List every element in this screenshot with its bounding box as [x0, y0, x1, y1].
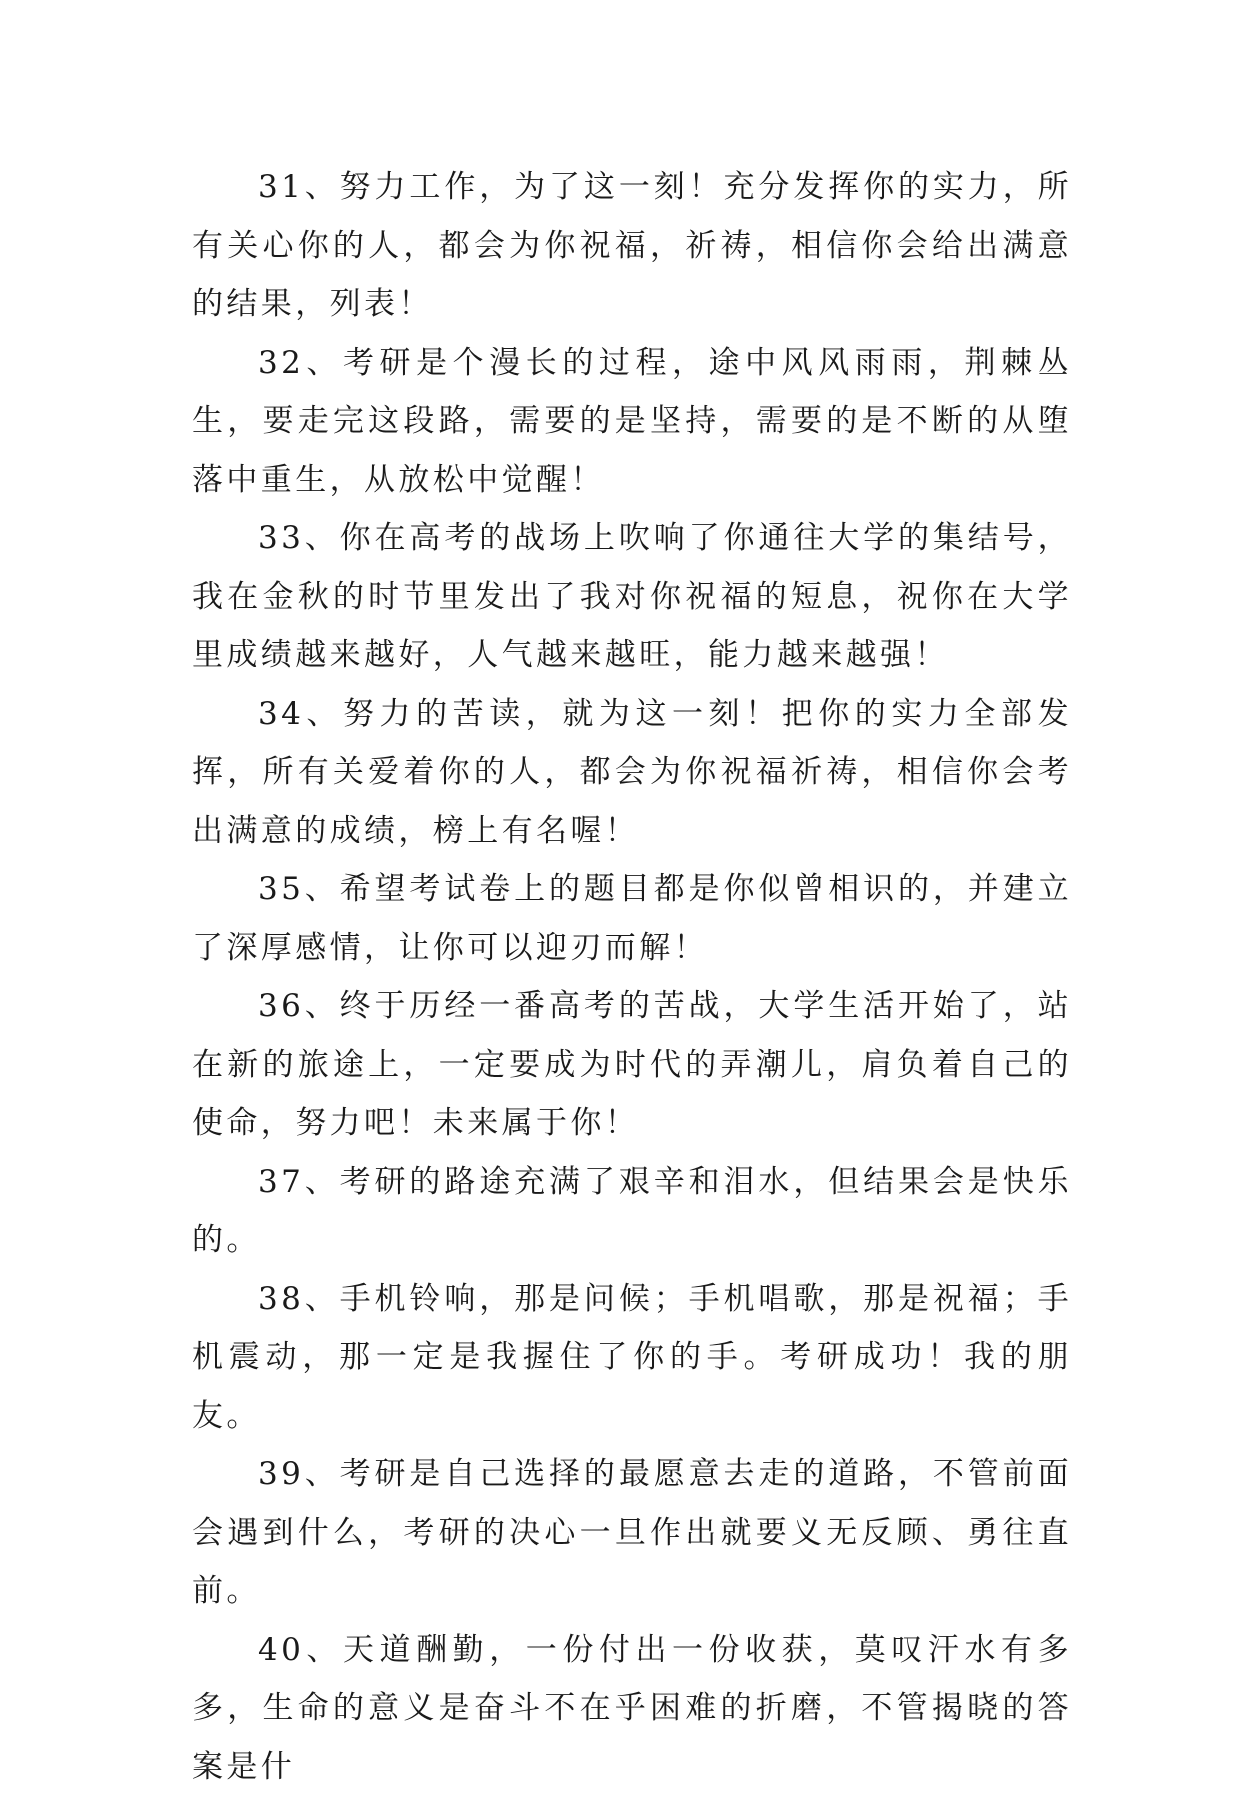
paragraph-35: 35、希望考试卷上的题目都是你似曾相识的，并建立了深厚感情，让你可以迎刃而解！ [192, 860, 1072, 977]
paragraph-36: 36、终于历经一番高考的苦战，大学生活开始了，站在新的旅途上，一定要成为时代的弄潮儿，肩负着自己的使命，努力吧！未来属于你！ [192, 977, 1072, 1153]
document-body [192, 158, 1072, 1796]
paragraph-33: 33、你在高考的战场上吹响了你通往大学的集结号，我在金秋的时节里发出了我对你祝福的短息，祝你在大学里成绩越来越好，人气越来越旺，能力越来越强！ [192, 509, 1072, 685]
paragraph-38: 38、手机铃响，那是问候；手机唱歌，那是祝福；手机震动，那一定是我握住了你的手。考研成功！我的朋友。 [192, 1270, 1072, 1446]
paragraph-37: 37、考研的路途充满了艰辛和泪水，但结果会是快乐的。 [192, 1153, 1072, 1270]
paragraph-40: 40、天道酬勤，一份付出一份收获，莫叹汗水有多多，生命的意义是奋斗不在乎困难的折磨，不管揭晓的答案是什 [192, 1621, 1072, 1796]
paragraph-39: 39、考研是自己选择的最愿意去走的道路，不管前面会遇到什么，考研的决心一旦作出就要义无反顾、勇往直前。 [192, 1445, 1072, 1621]
paragraph-34: 34、努力的苦读，就为这一刻！把你的实力全部发挥，所有关爱着你的人，都会为你祝福祈祷，相信你会考出满意的成绩，榜上有名喔！ [192, 685, 1072, 861]
paragraph-32: 32、考研是个漫长的过程，途中风风雨雨，荆棘丛生，要走完这段路，需要的是坚持，需要的是不断的从堕落中重生，从放松中觉醒！ [192, 334, 1072, 510]
paragraph-31: 31、努力工作，为了这一刻！充分发挥你的实力，所有关心你的人，都会为你祝福，祈祷，相信你会给出满意的结果，列表！ [192, 158, 1072, 334]
